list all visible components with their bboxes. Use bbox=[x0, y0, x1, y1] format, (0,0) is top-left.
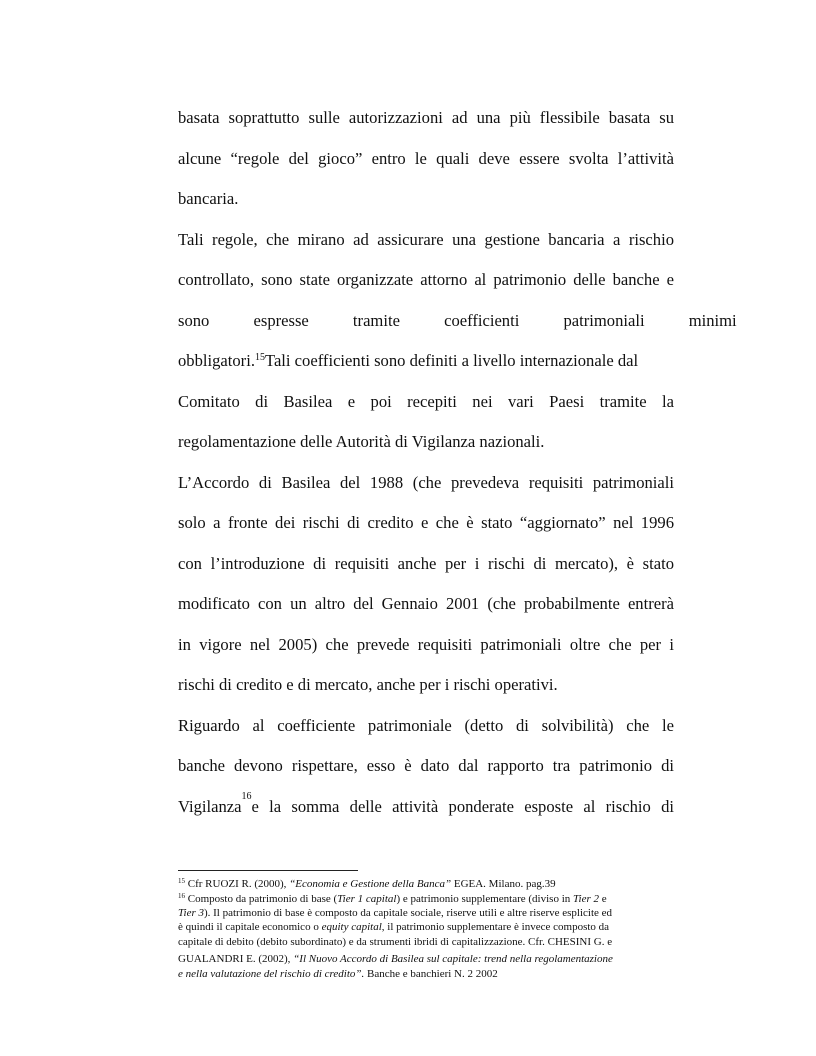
footnote-15-source: EGEA. Milano. pag.39 bbox=[451, 878, 556, 890]
body-line-11: solo a fronte dei rischi di credito e che è stato “aggiornato” nel 1996 bbox=[178, 513, 674, 532]
fn16-equity: equity capital bbox=[321, 921, 382, 933]
fn16-text-c: ) e patrimonio supplementare (diviso in bbox=[396, 893, 574, 905]
body-line-18-end: e la somma delle attività ponderate esposte al rischio di bbox=[251, 797, 674, 816]
fn16-title-a: “Il Nuovo Accordo di Basilea sul capitale: trend nella regolamentazione bbox=[293, 953, 613, 965]
body-line-17: banche devono rispettare, esso è dato dal rapporto tra patrimonio di bbox=[178, 756, 674, 775]
fn16-text-2: ). Il patrimonio di base è composto da capitale sociale, riserve utili e altre riserve esplicite ed bbox=[203, 907, 613, 919]
body-line-12: con l’introduzione di requisiti anche per i rischi di mercato), è stato bbox=[178, 554, 674, 573]
fn16-tier2: Tier 2 bbox=[573, 893, 599, 905]
fn16-text-a: Composto da patrimonio di base ( bbox=[185, 893, 338, 905]
body-line-7-end: Tali coefficienti sono definiti a livello internazionale dal bbox=[264, 351, 639, 370]
body-line-9: regolamentazione delle Autorità di Vigilanza nazionali. bbox=[178, 432, 545, 451]
body-line-8: Comitato di Basilea e poi recepiti nei vari Paesi tramite la bbox=[178, 392, 674, 411]
footnote-15-title: “Economia e Gestione della Banca” bbox=[289, 878, 452, 890]
fn16-journal: Banche e banchieri N. 2 2002 bbox=[364, 968, 498, 980]
footnote-15 bbox=[178, 878, 674, 891]
body-line-7-start: obbligatori. bbox=[178, 351, 255, 370]
footnote-separator bbox=[178, 870, 358, 871]
fn16-tier3: Tier 3 bbox=[178, 907, 204, 919]
body-line-7 bbox=[178, 351, 674, 371]
body-line-18 bbox=[178, 791, 674, 817]
footnote-ref-15: 15 bbox=[254, 352, 265, 363]
body-line-16: Riguardo al coefficiente patrimoniale (detto di solvibilità) che le bbox=[178, 716, 674, 735]
body-line-14: in vigore nel 2005) che prevede requisiti patrimoniali oltre che per i bbox=[178, 635, 674, 654]
fn16-authors: GUALANDRI E. (2002), bbox=[178, 953, 294, 965]
footnote-16-number: 16 bbox=[178, 892, 185, 900]
body-line-4: Tali regole, che mirano ad assicurare una gestione bancaria a rischio bbox=[178, 230, 674, 249]
footnote-16-line-5 bbox=[178, 953, 674, 966]
footnote-16-line-4: capitale di debito (debito subordinato) e da strumenti ibridi di capitalizzazione. Cfr. CHESINI G. e bbox=[178, 936, 613, 948]
body-line-2: alcune “regole del gioco” entro le quali deve essere svolta l’attività bbox=[178, 149, 674, 168]
body-line-10: L’Accordo di Basilea del 1988 (che prevedeva requisiti patrimoniali bbox=[178, 473, 674, 492]
body-line-18-start: Vigilanza bbox=[178, 797, 242, 816]
footnote-16-line-1 bbox=[178, 893, 674, 906]
body-line-3: bancaria. bbox=[178, 189, 239, 208]
body-line-13: modificato con un altro del Gennaio 2001 (che probabilmente entrerà bbox=[178, 594, 674, 613]
body-line-6: sono espresse tramite coefficienti patrimoniali minimi bbox=[178, 311, 737, 330]
footnote-16-line-3 bbox=[178, 921, 674, 934]
footnote-ref-16: 16 bbox=[241, 791, 252, 802]
body-line-15: rischi di credito e di mercato, anche per i rischi operativi. bbox=[178, 675, 558, 694]
body-line-5: controllato, sono state organizzate attorno al patrimonio delle banche e bbox=[178, 270, 674, 289]
footnote-16-line-2 bbox=[178, 907, 674, 920]
footnote-16-line-6 bbox=[178, 968, 674, 981]
fn16-text-3c: , il patrimonio supplementare è invece composto da bbox=[381, 921, 610, 933]
fn16-text-3a: è quindi il capitale economico o bbox=[178, 921, 322, 933]
fn16-text-e: e bbox=[599, 893, 607, 905]
fn16-tier1: Tier 1 capital bbox=[337, 893, 397, 905]
footnote-15-number: 15 bbox=[178, 877, 185, 885]
footnote-15-text: Cfr RUOZI R. (2000), bbox=[185, 878, 290, 890]
body-line-1: basata soprattutto sulle autorizzazioni ad una più flessibile basata su bbox=[178, 108, 674, 127]
fn16-title-b: e nella valutazione del rischio di credito”. bbox=[178, 968, 365, 980]
